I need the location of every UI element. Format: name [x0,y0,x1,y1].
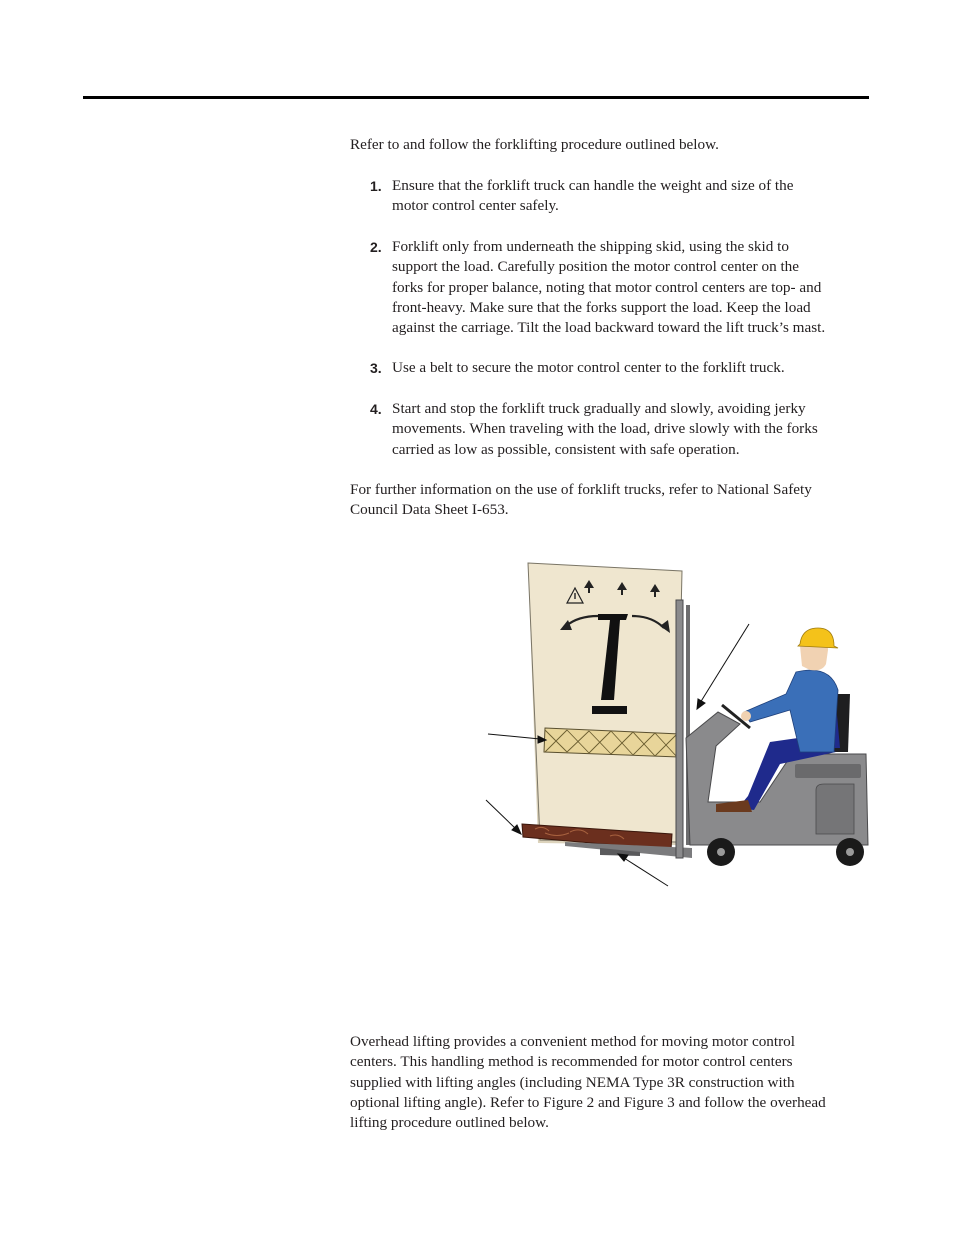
step-number: 2. [370,239,382,255]
center-of-gravity-mark [598,614,628,620]
overhead-lifting-paragraph: Overhead lifting provides a convenient method for moving motor control centers. This handling method is recommended for motor control centers supplied with lifting angles (including NEMA Type 3R construction with optional lifting angle). Refer to Figure 2 and Figure 3 and follow the overhead lifting procedure outlined below. [350,1033,826,1132]
further-info-paragraph: For further information on the use of forklift trucks, refer to National Safety Council Data Sheet I-653. [350,481,812,519]
step-text: Start and stop the forklift truck gradually and slowly, avoiding jerky movements. When traveling with the load, drive slowly with the forks carried as low as possible, consistent with safe operation. [392,400,818,458]
step-text: Forklift only from underneath the shipping skid, using the skid to support the load. Carefully position the motor control center on the forks for proper balance, noting that motor control centers are top- and front-heavy. Make sure that the forks support the load. Keep the load against the carriage. Tilt the load backward toward the lift truck’s mast. [392,238,826,337]
hard-hat-icon [798,628,838,648]
forklift-mast [676,600,683,858]
intro-paragraph: Refer to and follow the forklifting procedure outlined below. [350,136,719,153]
step-text: Ensure that the forklift truck can handle the weight and size of the motor control center safely. [392,177,794,215]
step-text: Use a belt to secure the motor control center to the forklift truck. [392,359,785,376]
step-number: 4. [370,401,382,417]
header-rule [83,96,869,99]
shipping-crate [528,563,682,842]
forklift-illustration [482,560,872,890]
step-number: 1. [370,178,382,194]
step-number: 3. [370,360,382,376]
